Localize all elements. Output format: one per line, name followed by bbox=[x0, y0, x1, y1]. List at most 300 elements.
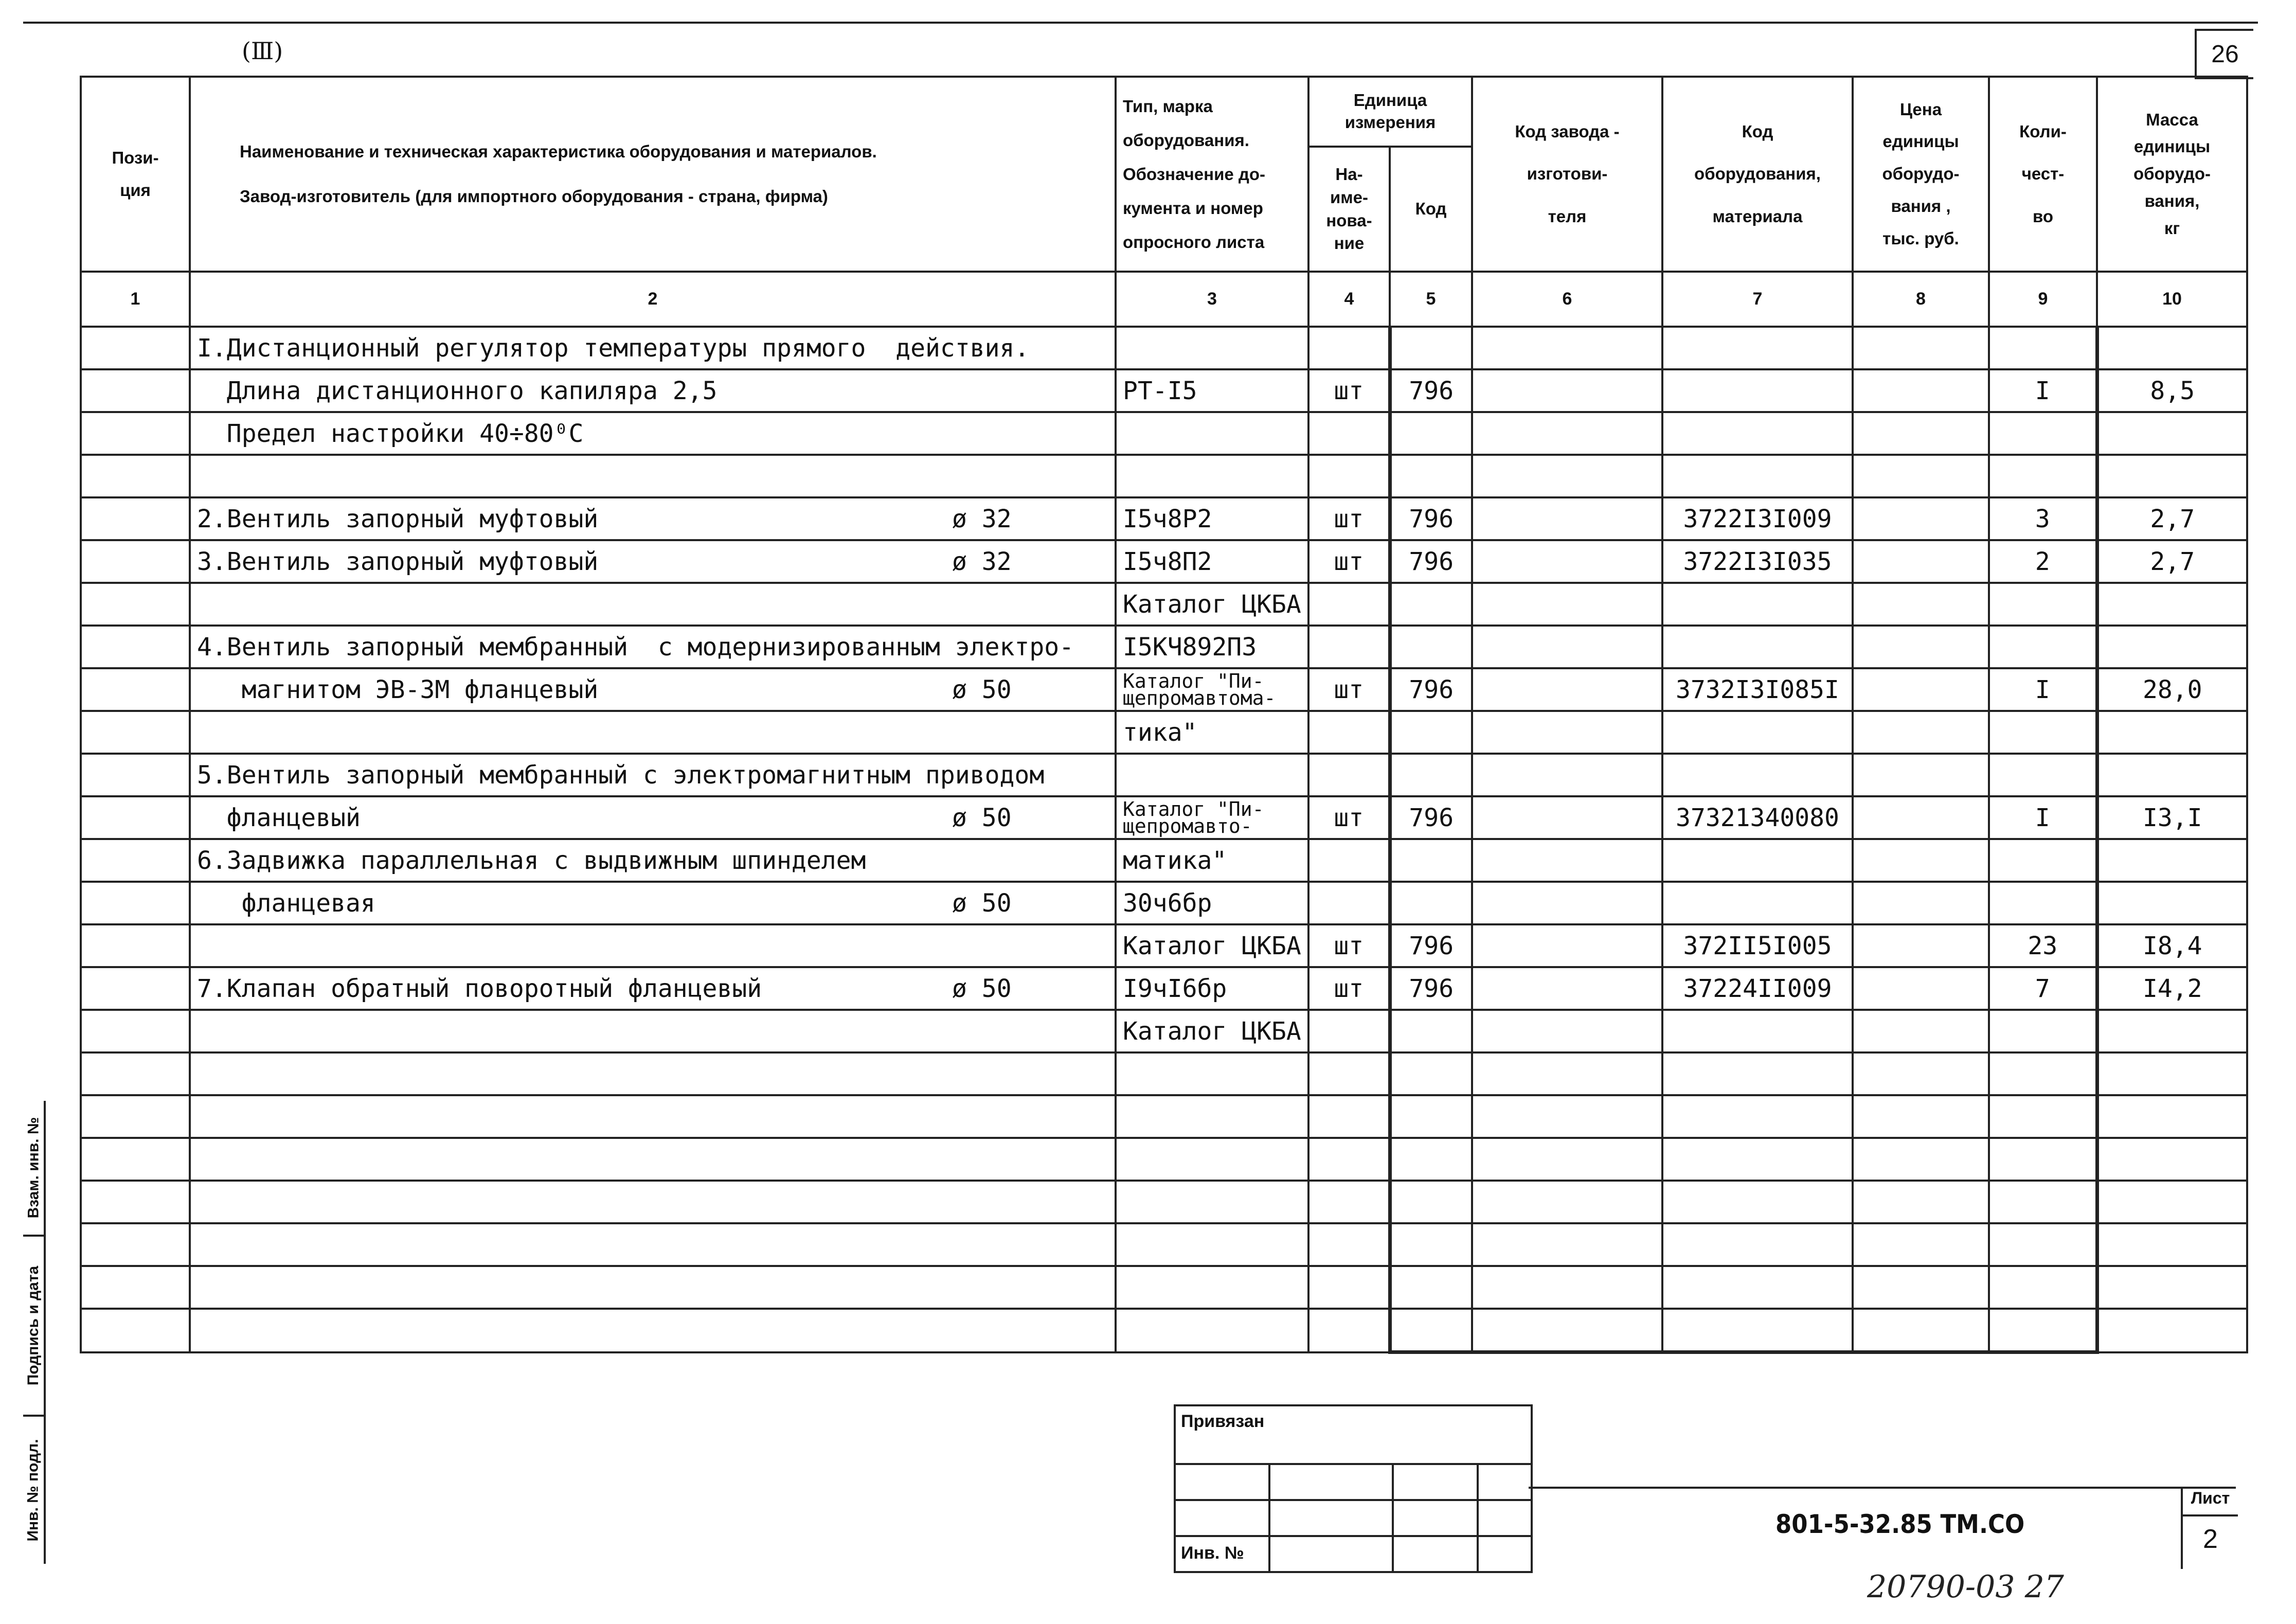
cell-type: Каталог ЦКБА bbox=[1116, 924, 1308, 967]
table-row bbox=[81, 668, 2247, 711]
signature-date-label-box bbox=[23, 1237, 44, 1417]
cell-type: 30ч6бр bbox=[1116, 882, 1308, 924]
cell-name bbox=[190, 412, 1116, 455]
cell-equipment-code bbox=[1662, 711, 1853, 754]
item-name: 6.Задвижка параллельная с выдвижным шпинделем bbox=[197, 846, 866, 875]
item-diameter: ø 32 bbox=[952, 547, 1012, 576]
cell-mass bbox=[2097, 626, 2247, 668]
col-number: 5 bbox=[1390, 272, 1472, 327]
cell-equipment-code bbox=[1662, 1181, 1853, 1223]
document-code: 801-5-32.85 ТМ.СО bbox=[1775, 1509, 2025, 1539]
cell-equipment-code: 372II5I005 bbox=[1662, 924, 1853, 967]
cell-equipment-code bbox=[1662, 1309, 1853, 1352]
item-diameter: ø 50 bbox=[952, 888, 1012, 918]
cell-mass bbox=[2097, 455, 2247, 497]
col-number: 9 bbox=[1989, 272, 2097, 327]
cell-name bbox=[190, 1010, 1116, 1052]
cell-factory-code bbox=[1472, 626, 1662, 668]
cell-position bbox=[81, 839, 190, 882]
cell-type bbox=[1116, 1138, 1308, 1181]
cell-equipment-code: 3732I3I085I bbox=[1662, 668, 1853, 711]
cell-quantity bbox=[1989, 412, 2097, 455]
col-number: 7 bbox=[1662, 272, 1853, 327]
cell-quantity bbox=[1989, 1181, 2097, 1223]
cell-quantity bbox=[1989, 1010, 2097, 1052]
cell-factory-code bbox=[1472, 668, 1662, 711]
header-name-line2: Завод-изготовитель (для импортного оборудования - страна, фирма) bbox=[240, 186, 828, 206]
cell-quantity bbox=[1989, 1223, 2097, 1266]
cell-type: Каталог "Пи- щепромавто- bbox=[1116, 796, 1308, 839]
cell-unit-code bbox=[1390, 327, 1472, 369]
cell-position bbox=[81, 583, 190, 626]
cell-position bbox=[81, 1138, 190, 1181]
cell-mass bbox=[2097, 1266, 2247, 1309]
cell-price bbox=[1853, 455, 1989, 497]
table-row bbox=[81, 882, 2247, 924]
cell-unit-name: шт bbox=[1308, 796, 1390, 839]
binding-stamp bbox=[1174, 1404, 1533, 1573]
cell-position bbox=[81, 1181, 190, 1223]
cell-equipment-code bbox=[1662, 882, 1853, 924]
cell-unit-code bbox=[1390, 1095, 1472, 1138]
cell-mass bbox=[2097, 1223, 2247, 1266]
cell-equipment-code bbox=[1662, 1266, 1853, 1309]
cell-unit-name: шт bbox=[1308, 967, 1390, 1010]
col-number: 3 bbox=[1116, 272, 1308, 327]
item-diameter: ø 50 bbox=[952, 803, 1012, 832]
cell-factory-code bbox=[1472, 882, 1662, 924]
title-block bbox=[1529, 1487, 2236, 1571]
header-unit: Единица измерения bbox=[1308, 77, 1472, 147]
cell-name bbox=[190, 1052, 1116, 1095]
item-name: 5.Вентиль запорный мембранный с электромагнитным приводом bbox=[197, 760, 1045, 790]
cell-name bbox=[190, 882, 1116, 924]
cell-factory-code bbox=[1472, 455, 1662, 497]
cell-position bbox=[81, 497, 190, 540]
cell-equipment-code bbox=[1662, 754, 1853, 796]
cell-unit-name bbox=[1308, 412, 1390, 455]
cell-name bbox=[190, 327, 1116, 369]
cell-name bbox=[190, 455, 1116, 497]
cell-position bbox=[81, 1266, 190, 1309]
cell-unit-name bbox=[1308, 1309, 1390, 1352]
cell-equipment-code: 3722I3I009 bbox=[1662, 497, 1853, 540]
cell-name bbox=[190, 711, 1116, 754]
cell-unit-code bbox=[1390, 1181, 1472, 1223]
cell-price bbox=[1853, 626, 1989, 668]
cell-type bbox=[1116, 327, 1308, 369]
cell-factory-code bbox=[1472, 540, 1662, 583]
col-number: 1 bbox=[81, 272, 190, 327]
cell-position bbox=[81, 1095, 190, 1138]
cell-equipment-code: 37321340080 bbox=[1662, 796, 1853, 839]
cell-price bbox=[1853, 412, 1989, 455]
cell-mass bbox=[2097, 1095, 2247, 1138]
item-name: 3.Вентиль запорный муфтовый bbox=[197, 547, 599, 576]
cell-equipment-code bbox=[1662, 455, 1853, 497]
cell-quantity: I bbox=[1989, 796, 2097, 839]
cell-type bbox=[1116, 1223, 1308, 1266]
header-factory-code: Код завода - изготови- теля bbox=[1472, 77, 1662, 272]
header-unit-name: На- име- нова- ние bbox=[1308, 147, 1390, 272]
cell-price bbox=[1853, 583, 1989, 626]
cell-mass: I4,2 bbox=[2097, 967, 2247, 1010]
table-row bbox=[81, 497, 2247, 540]
sheet-box bbox=[2181, 1489, 2238, 1569]
cell-name bbox=[190, 497, 1116, 540]
cell-quantity: 2 bbox=[1989, 540, 2097, 583]
cell-mass bbox=[2097, 839, 2247, 882]
cell-quantity bbox=[1989, 1309, 2097, 1352]
cell-name bbox=[190, 369, 1116, 412]
cell-name bbox=[190, 1266, 1116, 1309]
cell-price bbox=[1853, 924, 1989, 967]
cell-price bbox=[1853, 1266, 1989, 1309]
table-row bbox=[81, 583, 2247, 626]
cell-unit-name bbox=[1308, 711, 1390, 754]
cell-type bbox=[1116, 1052, 1308, 1095]
cell-factory-code bbox=[1472, 839, 1662, 882]
cell-price bbox=[1853, 369, 1989, 412]
cell-mass bbox=[2097, 754, 2247, 796]
cell-price bbox=[1853, 327, 1989, 369]
cell-equipment-code bbox=[1662, 1010, 1853, 1052]
cell-equipment-code bbox=[1662, 327, 1853, 369]
cell-position bbox=[81, 668, 190, 711]
item-name: магнитом ЭВ-3М фланцевый bbox=[197, 675, 599, 704]
cell-unit-code: 796 bbox=[1390, 497, 1472, 540]
item-name: 7.Клапан обратный поворотный фланцевый bbox=[197, 974, 762, 1003]
header-name bbox=[190, 77, 1116, 272]
cell-name bbox=[190, 540, 1116, 583]
header-price: Цена единицы оборудо- вания , тыс. руб. bbox=[1853, 77, 1989, 272]
item-name: 4.Вентиль запорный мембранный с модернизированным электро- bbox=[197, 632, 1074, 662]
sheet-label: Лист bbox=[2183, 1489, 2238, 1516]
cell-position bbox=[81, 412, 190, 455]
cell-equipment-code: 37224II009 bbox=[1662, 967, 1853, 1010]
replaced-inv-label-box bbox=[23, 1101, 44, 1237]
cell-unit-code bbox=[1390, 1138, 1472, 1181]
cell-quantity bbox=[1989, 839, 2097, 882]
cell-name bbox=[190, 924, 1116, 967]
cell-type: тика" bbox=[1116, 711, 1308, 754]
cell-price bbox=[1853, 497, 1989, 540]
original-inv-label-box bbox=[23, 1417, 44, 1564]
stamp-label: Привязан bbox=[1181, 1412, 1265, 1431]
cell-mass bbox=[2097, 327, 2247, 369]
specification-table bbox=[80, 76, 2248, 1354]
cell-mass: I3,I bbox=[2097, 796, 2247, 839]
cell-equipment-code bbox=[1662, 583, 1853, 626]
cell-quantity bbox=[1989, 882, 2097, 924]
col-number: 2 bbox=[190, 272, 1116, 327]
cell-unit-name bbox=[1308, 583, 1390, 626]
cell-type bbox=[1116, 1095, 1308, 1138]
cell-type: I5КЧ892П3 bbox=[1116, 626, 1308, 668]
cell-quantity bbox=[1989, 327, 2097, 369]
cell-name bbox=[190, 967, 1116, 1010]
cell-quantity bbox=[1989, 1266, 2097, 1309]
cell-type bbox=[1116, 1181, 1308, 1223]
table-row bbox=[81, 412, 2247, 455]
cell-price bbox=[1853, 1181, 1989, 1223]
table-row bbox=[81, 1052, 2247, 1095]
cell-mass: I8,4 bbox=[2097, 924, 2247, 967]
cell-unit-code bbox=[1390, 412, 1472, 455]
cell-name bbox=[190, 1223, 1116, 1266]
cell-name bbox=[190, 1138, 1116, 1181]
header-equipment-code: Код оборудования, материала bbox=[1662, 77, 1853, 272]
table-row bbox=[81, 540, 2247, 583]
cell-price bbox=[1853, 1223, 1989, 1266]
cell-quantity: 3 bbox=[1989, 497, 2097, 540]
cell-equipment-code bbox=[1662, 412, 1853, 455]
cell-unit-name bbox=[1308, 455, 1390, 497]
column-number-row bbox=[81, 272, 2247, 327]
cell-equipment-code bbox=[1662, 1052, 1853, 1095]
cell-factory-code bbox=[1472, 754, 1662, 796]
header-position: Пози- ция bbox=[81, 77, 190, 272]
cell-mass bbox=[2097, 1010, 2247, 1052]
table-row bbox=[81, 369, 2247, 412]
cell-mass bbox=[2097, 1138, 2247, 1181]
replaced-inv-label: Взам. инв. № bbox=[25, 1117, 42, 1219]
cell-type bbox=[1116, 412, 1308, 455]
table-row bbox=[81, 626, 2247, 668]
cell-unit-name bbox=[1308, 1223, 1390, 1266]
table-row bbox=[81, 967, 2247, 1010]
cell-unit-name: шт bbox=[1308, 668, 1390, 711]
cell-quantity bbox=[1989, 754, 2097, 796]
cell-quantity bbox=[1989, 1052, 2097, 1095]
table-row bbox=[81, 1138, 2247, 1181]
item-name: фланцевый bbox=[197, 803, 361, 832]
cell-name bbox=[190, 754, 1116, 796]
col-number: 10 bbox=[2097, 272, 2247, 327]
cell-equipment-code bbox=[1662, 626, 1853, 668]
cell-factory-code bbox=[1472, 1138, 1662, 1181]
cell-position bbox=[81, 540, 190, 583]
cell-name bbox=[190, 626, 1116, 668]
cell-unit-code bbox=[1390, 839, 1472, 882]
cell-factory-code bbox=[1472, 412, 1662, 455]
signature-date-label: Подпись и дата bbox=[25, 1265, 42, 1386]
cell-equipment-code bbox=[1662, 369, 1853, 412]
cell-price bbox=[1853, 754, 1989, 796]
cell-quantity: 23 bbox=[1989, 924, 2097, 967]
cell-name bbox=[190, 583, 1116, 626]
cell-unit-code bbox=[1390, 1309, 1472, 1352]
cell-unit-code: 796 bbox=[1390, 668, 1472, 711]
cell-position bbox=[81, 754, 190, 796]
cell-factory-code bbox=[1472, 1095, 1662, 1138]
table-row bbox=[81, 796, 2247, 839]
top-border-line bbox=[23, 22, 2258, 24]
cell-mass bbox=[2097, 412, 2247, 455]
cell-position bbox=[81, 1223, 190, 1266]
cell-position bbox=[81, 1309, 190, 1352]
cell-position bbox=[81, 327, 190, 369]
cell-unit-code bbox=[1390, 583, 1472, 626]
cell-factory-code bbox=[1472, 1181, 1662, 1223]
cell-type: Каталог "Пи- щепромавтома- bbox=[1116, 668, 1308, 711]
cell-mass bbox=[2097, 1181, 2247, 1223]
cell-mass: 8,5 bbox=[2097, 369, 2247, 412]
cell-price bbox=[1853, 1010, 1989, 1052]
cell-factory-code bbox=[1472, 327, 1662, 369]
item-name: Длина дистанционного капиляра 2,5 bbox=[197, 376, 718, 405]
cell-quantity bbox=[1989, 455, 2097, 497]
item-diameter: ø 32 bbox=[952, 504, 1012, 533]
cell-unit-name: шт bbox=[1308, 540, 1390, 583]
cell-unit-name bbox=[1308, 1052, 1390, 1095]
cell-type: I9чI6бр bbox=[1116, 967, 1308, 1010]
cell-unit-name bbox=[1308, 1095, 1390, 1138]
cell-mass bbox=[2097, 1309, 2247, 1352]
cell-position bbox=[81, 1010, 190, 1052]
table-row bbox=[81, 754, 2247, 796]
item-name: I.Дистанционный регулятор температуры прямого действия. bbox=[197, 333, 1030, 363]
cell-unit-code: 796 bbox=[1390, 369, 1472, 412]
cell-position bbox=[81, 796, 190, 839]
cell-unit-code: 796 bbox=[1390, 924, 1472, 967]
cell-price bbox=[1853, 668, 1989, 711]
item-diameter: ø 50 bbox=[952, 675, 1012, 704]
cell-type: матика" bbox=[1116, 839, 1308, 882]
cell-unit-name bbox=[1308, 839, 1390, 882]
handwritten-number: 20790-03 27 bbox=[1867, 1569, 2064, 1605]
item-name: 2.Вентиль запорный муфтовый bbox=[197, 504, 599, 533]
cell-unit-code bbox=[1390, 882, 1472, 924]
cell-quantity bbox=[1989, 583, 2097, 626]
table-row bbox=[81, 711, 2247, 754]
cell-price bbox=[1853, 540, 1989, 583]
cell-price bbox=[1853, 882, 1989, 924]
sheet-number: 2 bbox=[2203, 1524, 2218, 1554]
header-name-line1: Наименование и техническая характеристика оборудования и материалов. bbox=[240, 141, 877, 161]
cell-factory-code bbox=[1472, 1266, 1662, 1309]
cell-price bbox=[1853, 839, 1989, 882]
header-unit-code: Код bbox=[1390, 147, 1472, 272]
cell-quantity: I bbox=[1989, 668, 2097, 711]
cell-unit-code: 796 bbox=[1390, 540, 1472, 583]
cell-name bbox=[190, 1095, 1116, 1138]
cell-quantity: I bbox=[1989, 369, 2097, 412]
cell-type: Каталог ЦКБА bbox=[1116, 1010, 1308, 1052]
cell-unit-code bbox=[1390, 1010, 1472, 1052]
cell-type: РТ-I5 bbox=[1116, 369, 1308, 412]
cell-quantity bbox=[1989, 711, 2097, 754]
cell-unit-name bbox=[1308, 327, 1390, 369]
cell-unit-code: 796 bbox=[1390, 796, 1472, 839]
cell-unit-code bbox=[1390, 754, 1472, 796]
cell-type: I5ч8П2 bbox=[1116, 540, 1308, 583]
cell-factory-code bbox=[1472, 583, 1662, 626]
original-inv-label: Инв. № подл. bbox=[25, 1439, 42, 1542]
table-row bbox=[81, 1223, 2247, 1266]
cell-quantity bbox=[1989, 1138, 2097, 1181]
cell-unit-code bbox=[1390, 711, 1472, 754]
cell-type bbox=[1116, 754, 1308, 796]
cell-position bbox=[81, 882, 190, 924]
table-row bbox=[81, 1095, 2247, 1138]
cell-price bbox=[1853, 1052, 1989, 1095]
cell-unit-code bbox=[1390, 1266, 1472, 1309]
cell-unit-name bbox=[1308, 626, 1390, 668]
cell-quantity bbox=[1989, 1095, 2097, 1138]
table-row bbox=[81, 1266, 2247, 1309]
cell-position bbox=[81, 924, 190, 967]
cell-factory-code bbox=[1472, 924, 1662, 967]
cell-price bbox=[1853, 967, 1989, 1010]
cell-unit-name bbox=[1308, 1138, 1390, 1181]
cell-factory-code bbox=[1472, 796, 1662, 839]
cell-name bbox=[190, 796, 1116, 839]
cell-name bbox=[190, 1309, 1116, 1352]
cell-unit-name bbox=[1308, 1181, 1390, 1223]
cell-unit-code bbox=[1390, 1223, 1472, 1266]
col-number: 4 bbox=[1308, 272, 1390, 327]
cell-type: I5ч8Р2 bbox=[1116, 497, 1308, 540]
table-row bbox=[81, 1010, 2247, 1052]
item-diameter: ø 50 bbox=[952, 974, 1012, 1003]
cell-mass: 28,0 bbox=[2097, 668, 2247, 711]
cell-price bbox=[1853, 1309, 1989, 1352]
cell-factory-code bbox=[1472, 497, 1662, 540]
col-number: 8 bbox=[1853, 272, 1989, 327]
cell-price bbox=[1853, 796, 1989, 839]
cell-name bbox=[190, 1181, 1116, 1223]
cell-unit-code bbox=[1390, 626, 1472, 668]
header-quantity: Коли- чест- во bbox=[1989, 77, 2097, 272]
cell-quantity bbox=[1989, 626, 2097, 668]
cell-factory-code bbox=[1472, 1010, 1662, 1052]
cell-factory-code bbox=[1472, 711, 1662, 754]
cell-name bbox=[190, 668, 1116, 711]
cell-position bbox=[81, 967, 190, 1010]
cell-mass bbox=[2097, 583, 2247, 626]
cell-factory-code bbox=[1472, 1223, 1662, 1266]
cell-factory-code bbox=[1472, 1309, 1662, 1352]
table-row bbox=[81, 839, 2247, 882]
cell-type bbox=[1116, 1266, 1308, 1309]
cell-equipment-code: 3722I3I035 bbox=[1662, 540, 1853, 583]
cell-equipment-code bbox=[1662, 1138, 1853, 1181]
cell-unit-code bbox=[1390, 1052, 1472, 1095]
cell-unit-name bbox=[1308, 882, 1390, 924]
header-type: Тип, марка оборудования. Обозначение до- кумента и номер опросного листа bbox=[1116, 77, 1308, 272]
cell-position bbox=[81, 455, 190, 497]
cell-name bbox=[190, 839, 1116, 882]
cell-position bbox=[81, 711, 190, 754]
cell-unit-name: шт bbox=[1308, 369, 1390, 412]
cell-equipment-code bbox=[1662, 839, 1853, 882]
cell-unit-name bbox=[1308, 1010, 1390, 1052]
cell-position bbox=[81, 626, 190, 668]
cell-equipment-code bbox=[1662, 1223, 1853, 1266]
table-row bbox=[81, 455, 2247, 497]
col-number: 6 bbox=[1472, 272, 1662, 327]
cell-mass bbox=[2097, 711, 2247, 754]
cell-mass bbox=[2097, 882, 2247, 924]
cell-unit-name bbox=[1308, 1266, 1390, 1309]
table-row bbox=[81, 327, 2247, 369]
cell-type bbox=[1116, 1309, 1308, 1352]
cell-factory-code bbox=[1472, 1052, 1662, 1095]
table-row bbox=[81, 1309, 2247, 1352]
cell-price bbox=[1853, 1138, 1989, 1181]
cell-factory-code bbox=[1472, 967, 1662, 1010]
